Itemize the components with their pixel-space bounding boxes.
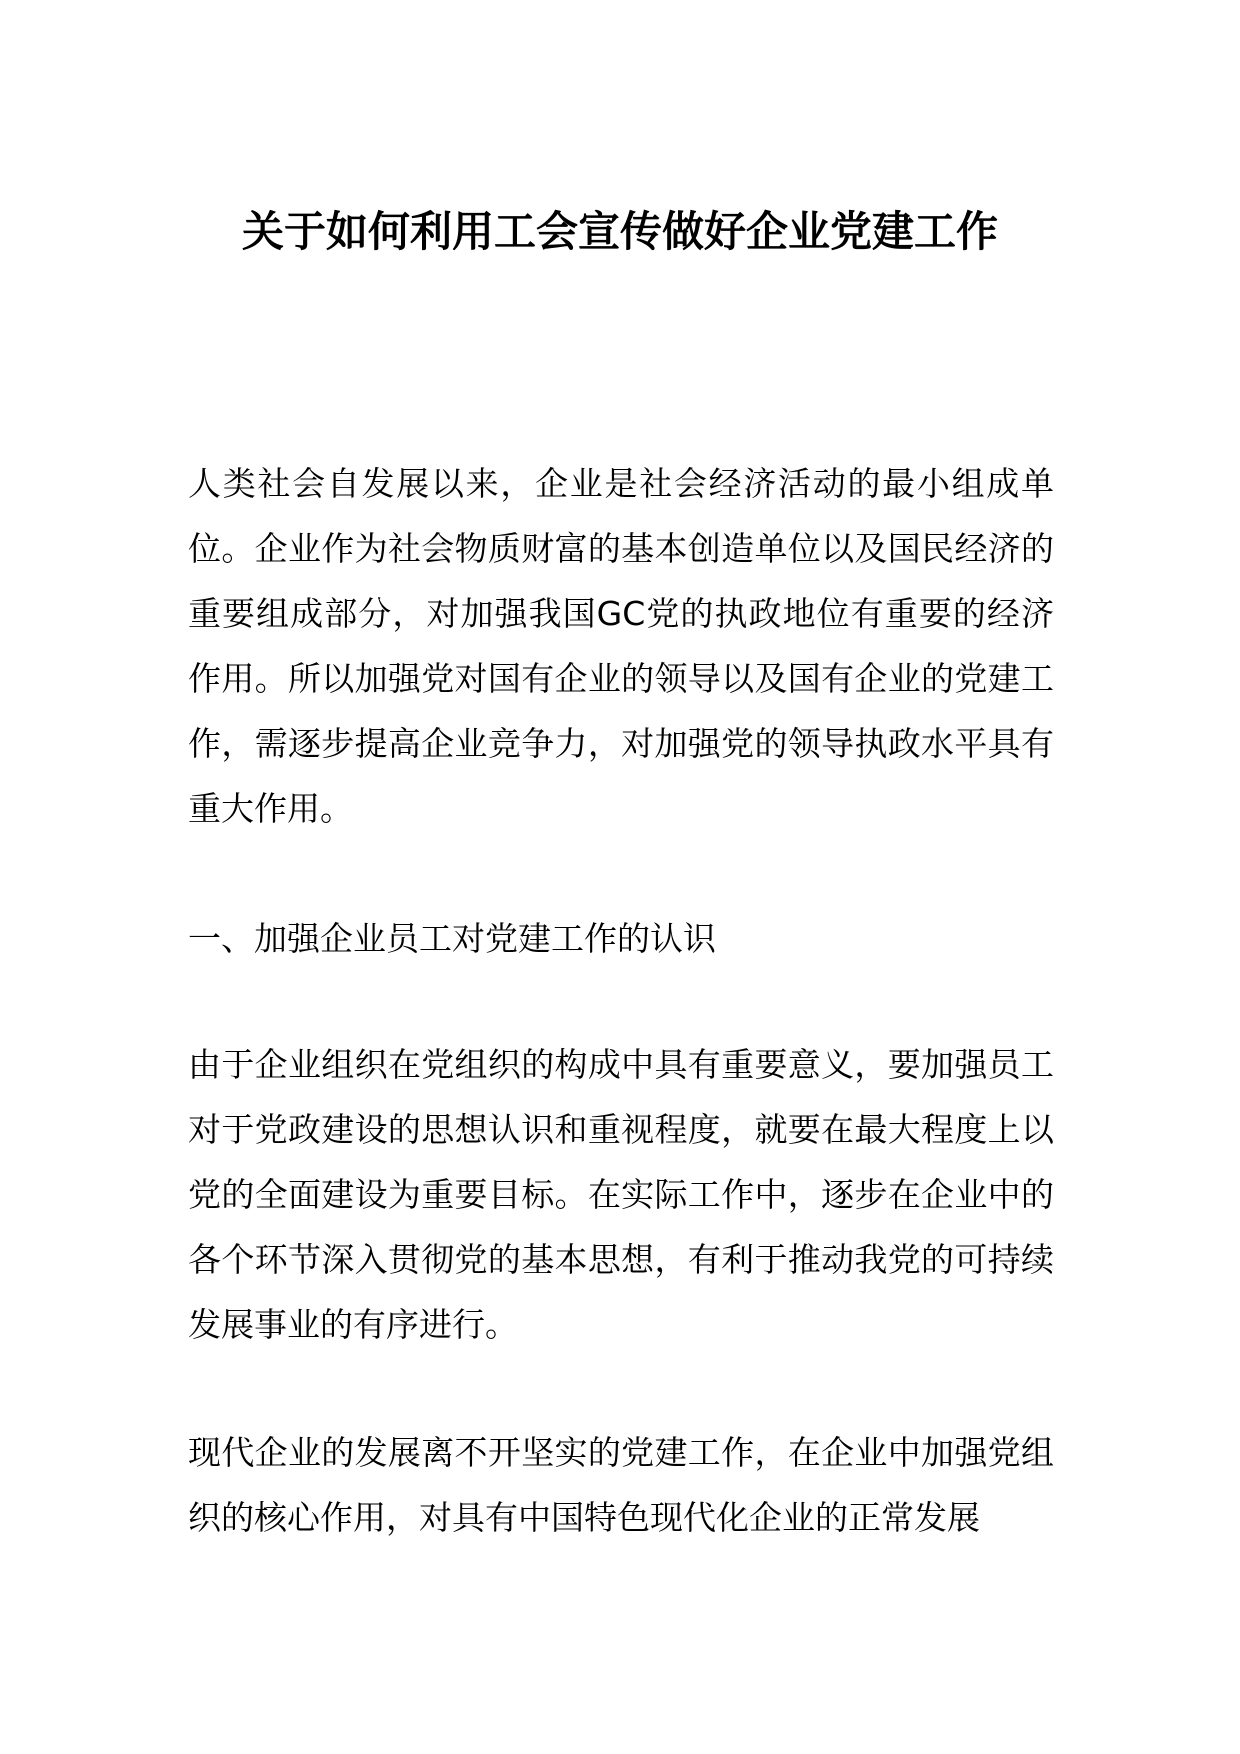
- paragraph-modern-enterprise: 现代企业的发展离不开坚实的党建工作，在企业中加强党组织的核心作用，对具有中国特色现代化企业的正常发展: [188, 1433, 1054, 1537]
- section-heading-1: 一、加强企业员工对党建工作的认识: [188, 919, 716, 958]
- paragraph-section-1: 由于企业组织在党组织的构成中具有重要意义，要加强员工对于党政建设的思想认识和重视程度，就要在最大程度上以党的全面建设为重要目标。在实际工作中，逐步在企业中的各个环节深入贯彻党的基本思想，有利于推动我党的可持续发展事业的有序进行。: [188, 1045, 1054, 1344]
- document-title: 关于如何利用工会宣传做好企业党建工作: [241, 207, 998, 256]
- paragraph-intro: 人类社会自发展以来，企业是社会经济活动的最小组成单位。企业作为社会物质财富的基本创造单位以及国民经济的重要组成部分，对加强我国GC党的执政地位有重要的经济作用。所以加强党对国有企业的领导以及国有企业的党建工作，需逐步提高企业竞争力，对加强党的领导执政水平具有重大作用。: [188, 464, 1054, 828]
